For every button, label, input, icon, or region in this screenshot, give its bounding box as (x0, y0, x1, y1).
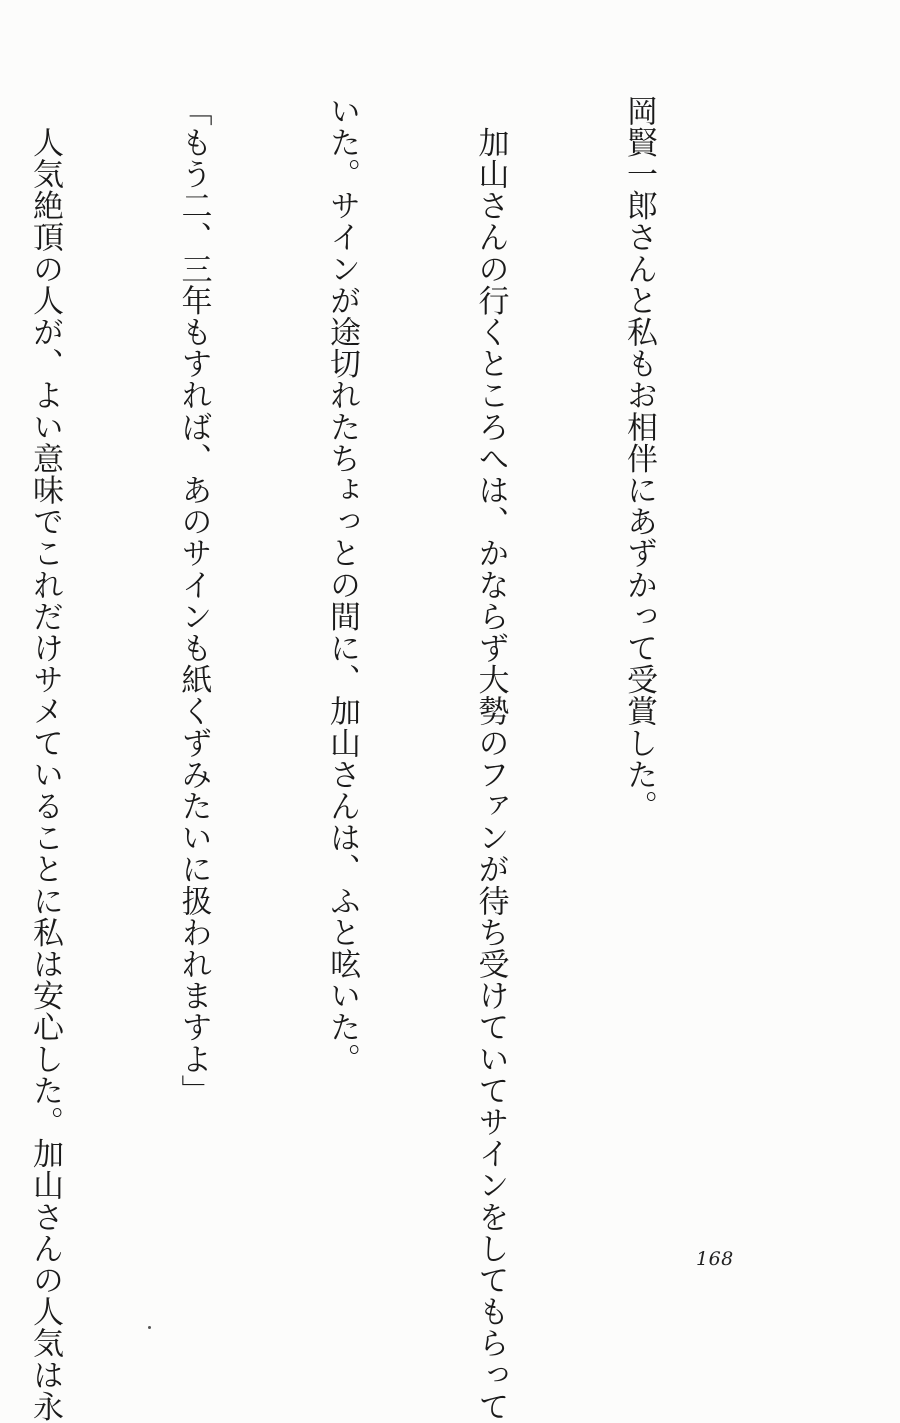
text-line: 加山さんの行くところへは、かならず大勢のファンが待ち受けていてサインをしてもらって (472, 95, 509, 1423)
text-line: 人気絶頂の人が、よい意味でこれだけサメていることに私は安心した。加山さんの人気は永 (27, 95, 63, 1423)
page-number: 168 (696, 1248, 734, 1270)
text-line: 「もう二、三年もすれば、あのサインも紙くずみたいに扱われますよ」 (175, 95, 212, 1107)
scan-speck (148, 1326, 151, 1329)
text-line: 岡賢一郎さんと私もお相伴にあずかって受賞した。 (621, 95, 657, 822)
text-line: いた。サインが途切れたちょっとの間に、加山さんは、ふと呟いた。 (324, 95, 360, 1075)
